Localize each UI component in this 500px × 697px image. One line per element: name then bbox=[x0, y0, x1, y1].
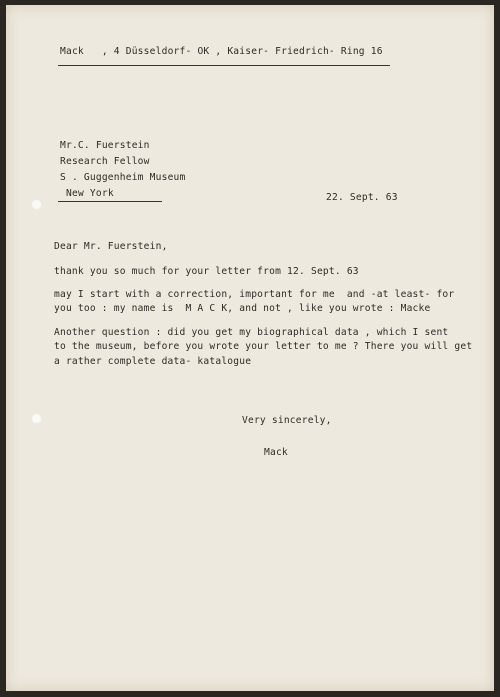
body-paragraph-1: thank you so much for your letter from 12. Sept. 63 bbox=[54, 266, 359, 277]
body-paragraph-2-line-2: you too : my name is M A C K, and not , like you wrote : Macke bbox=[54, 303, 431, 314]
body-paragraph-3-line-3: a rather complete data- katalogue bbox=[54, 356, 252, 367]
recipient-name: Mr.C. Fuerstein bbox=[60, 140, 150, 151]
body-paragraph-3-line-1: Another question : did you get my biographical data , which I sent bbox=[54, 327, 449, 338]
punch-hole-top bbox=[31, 199, 42, 210]
body-paragraph-2-line-1: may I start with a correction, important for me and -at least- for bbox=[54, 289, 455, 300]
signature: Mack bbox=[264, 447, 288, 458]
recipient-title: Research Fellow bbox=[60, 156, 150, 167]
letterhead-rule bbox=[58, 65, 390, 66]
body-paragraph-3-line-2: to the museum, before you wrote your letter to me ? There you will get bbox=[54, 341, 473, 352]
recipient-rule bbox=[58, 201, 162, 202]
letter-page bbox=[6, 5, 494, 691]
letterhead: Mack , 4 Düsseldorf- OK , Kaiser- Friedrich- Ring 16 bbox=[60, 46, 383, 57]
punch-hole-bottom bbox=[31, 413, 42, 424]
recipient-city: New York bbox=[66, 188, 114, 199]
recipient-institution: S . Guggenheim Museum bbox=[60, 172, 186, 183]
letter-date: 22. Sept. 63 bbox=[326, 192, 398, 203]
closing: Very sincerely, bbox=[242, 415, 332, 426]
salutation: Dear Mr. Fuerstein, bbox=[54, 241, 168, 252]
